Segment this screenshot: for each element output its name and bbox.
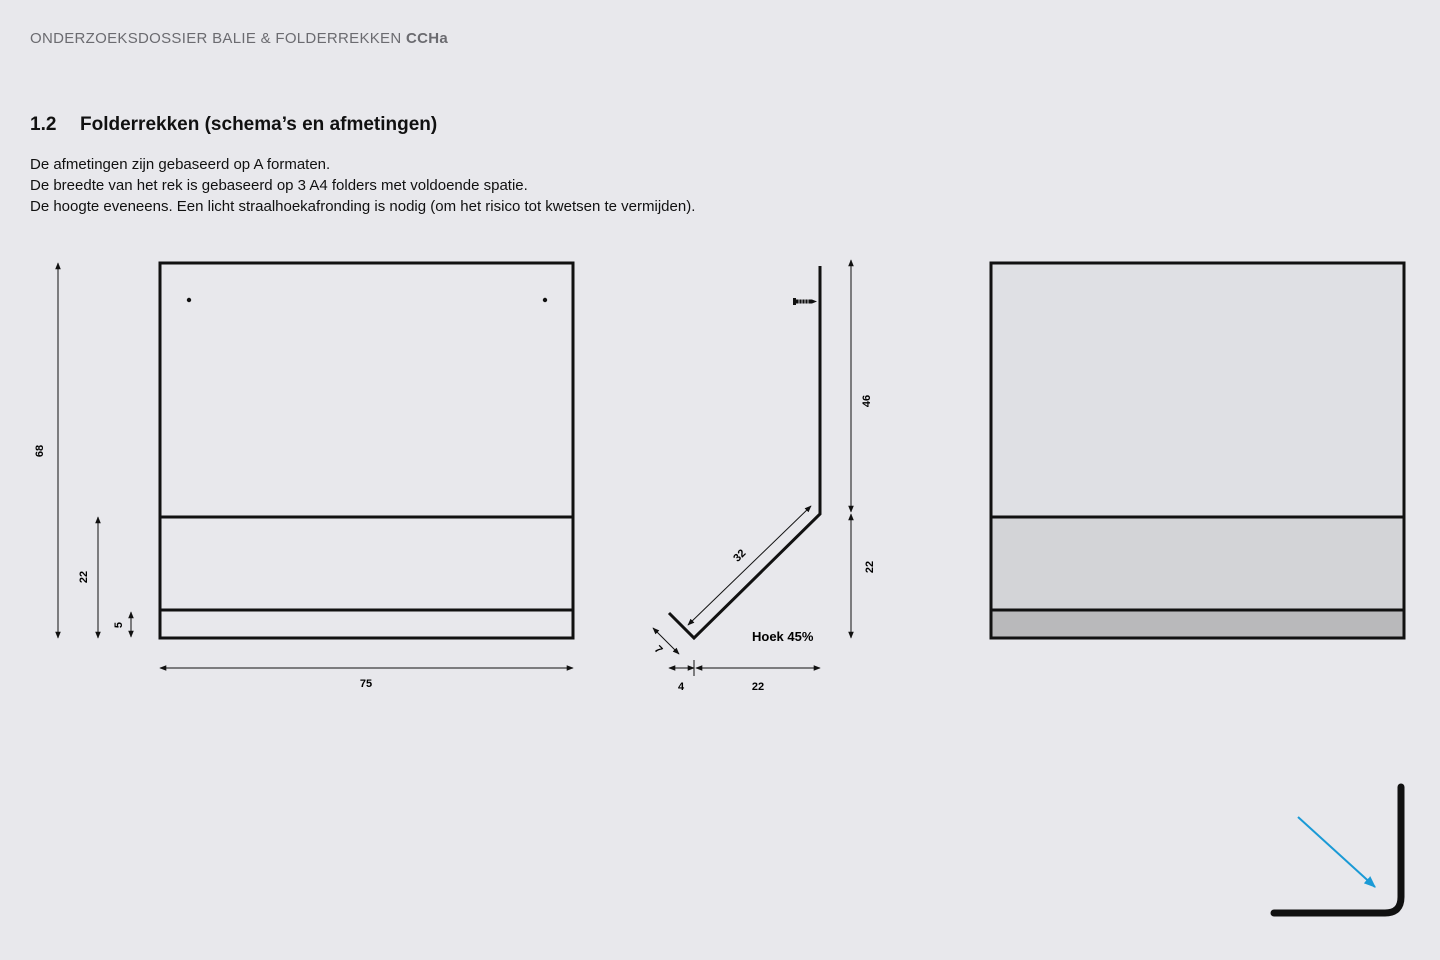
screw-icon: [793, 298, 817, 305]
panel-lower: [991, 610, 1404, 638]
panel-middle: [991, 517, 1404, 610]
mounting-hole-left: [187, 298, 191, 302]
dim-base-width: 22: [751, 681, 765, 693]
dim-slope: 32: [731, 547, 749, 565]
diagonal-arrow-icon: [1298, 817, 1375, 887]
section-title: Folderrekken (schema’s en afmetingen): [80, 114, 438, 135]
corner-profile-icon: [1274, 787, 1401, 913]
front-view: [34, 263, 573, 690]
shaded-view: [991, 263, 1404, 638]
dim-width: 75: [359, 678, 373, 690]
mounting-hole-right: [543, 298, 547, 302]
angle-label: Hoek 45%: [752, 629, 814, 644]
side-profile: [669, 266, 820, 638]
dim-base-lip: 4: [677, 681, 685, 693]
dim-height-bottom: 22: [78, 570, 90, 584]
dim-line-slope: [688, 506, 811, 625]
dim-height-total: 68: [34, 444, 46, 458]
dim-lip: 7: [651, 643, 665, 657]
panel-upper: [991, 263, 1404, 517]
front-outline: [160, 263, 573, 638]
intro-line: De breedte van het rek is gebaseerd op 3 A4 folders met voldoende spatie.: [30, 177, 528, 194]
dim-height-lower: 22: [864, 560, 876, 574]
dim-height-lip: 5: [113, 621, 125, 629]
intro-line: De hoogte eveneens. Een licht straalhoekafronding is nodig (om het risico tot kwetsen te vermijden).: [30, 198, 696, 215]
section-number: 1.2: [30, 114, 57, 135]
dim-height-upper: 46: [861, 394, 873, 408]
intro-line: De afmetingen zijn gebaseerd op A formaten.: [30, 156, 331, 173]
header-title: ONDERZOEKSDOSSIER BALIE & FOLDERREKKEN: [30, 30, 402, 47]
side-view: [652, 260, 876, 693]
header-brand: CCHa: [405, 30, 449, 47]
